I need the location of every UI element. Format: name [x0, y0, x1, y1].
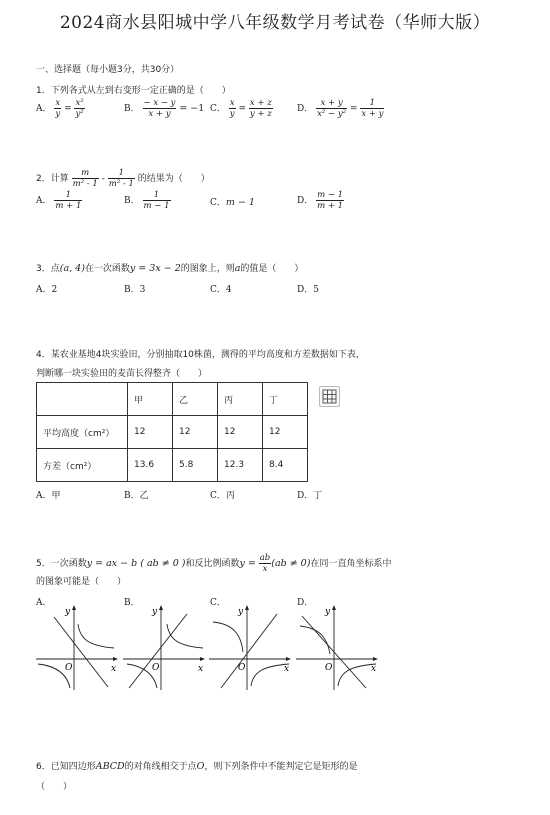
x-axis-label: x [371, 664, 377, 674]
graph-a[interactable] [34, 602, 119, 692]
q5-stem-line2: 的图象可能是（ ） [36, 577, 127, 587]
graph-c[interactable] [207, 602, 292, 692]
equals-sign: = [238, 104, 246, 114]
table-cell: 丁 [263, 383, 308, 416]
q1-stem: 1．下列各式从左到右变形一定正确的是（ ） [36, 86, 231, 96]
table-row [37, 416, 308, 449]
fraction: $\frac{\text{x²}}{\text{y²}}$ [75, 98, 84, 119]
fraction: $\frac{1}{x + y}$ [361, 98, 384, 119]
q1-option-c[interactable] [210, 98, 273, 119]
option-label: C． [210, 104, 226, 114]
q6-stem-line1: 6．已知四边形ABCD的对角线相交于点O，则下列条件中不能判定它是矩形的是 [36, 761, 358, 772]
q5-option-c[interactable]: C． [210, 598, 226, 608]
fraction: $\frac{1}{m + 1}$ [55, 190, 82, 211]
fraction: $\frac{1}{\text{m² - 1}}$ [108, 168, 134, 189]
option-label: A． [36, 104, 52, 114]
q1-option-a[interactable] [36, 98, 85, 119]
q4-stem-line1: 4．某农业基地4块实验田，分别抽取10株菌，测得的平均高度和方差数据如下表， [36, 350, 365, 360]
q3-option-c[interactable]: C．4 [210, 285, 232, 295]
q5-option-d[interactable]: D． [297, 598, 314, 608]
fraction: $\frac{1}{m - 1}$ [143, 190, 170, 211]
table-cell: 12 [263, 416, 308, 449]
page-title: 2024商水县阳城中学八年级数学月考试卷（华师大版） [59, 13, 491, 33]
fraction: $\frac{x + z}{y + z}$ [249, 98, 272, 119]
graph-d[interactable] [294, 602, 379, 692]
x-axis-label: x [198, 664, 204, 674]
q2-option-d[interactable]: D． $\frac{m - 1}{m + 1}$ [297, 190, 344, 211]
q5-option-b[interactable]: B． [124, 598, 140, 608]
q4-stem-line2: 判断哪一块实验田的麦苗长得整齐（ ） [36, 369, 208, 379]
linear-graph [221, 614, 277, 688]
y-axis-label: y [152, 607, 158, 617]
table-cell: 平均高度（cm²） [37, 416, 128, 449]
equation-tail: = −1 [179, 103, 205, 114]
fraction: $\frac{m - 1}{m + 1}$ [317, 190, 344, 211]
q2-option-b[interactable]: B． $\frac{1}{m - 1}$ [124, 190, 170, 211]
table-cell: 丙 [218, 383, 263, 416]
data-table [36, 382, 308, 482]
q3-option-b[interactable]: B．3 [124, 285, 146, 295]
origin-label: O [152, 663, 160, 673]
table-cell: 甲 [128, 383, 173, 416]
table-tool-icon[interactable] [319, 386, 340, 407]
q4-option-a[interactable]: A．甲 [36, 491, 61, 501]
q3-stem: 3．点(a, 4)在一次函数y = 3x − 2的图象上，则a的值是（ ） [36, 263, 304, 274]
table-cell: 12 [128, 416, 173, 449]
y-axis-label: y [238, 607, 244, 617]
q3-option-d[interactable]: D．5 [297, 285, 319, 295]
x-axis-label: x [111, 664, 117, 674]
option-label: B． [124, 104, 140, 114]
q2-option-a[interactable]: A． $\frac{1}{m + 1}$ [36, 190, 82, 211]
linear-graph [129, 614, 187, 688]
hyperbola-branch [213, 622, 243, 652]
q1-option-b[interactable] [124, 98, 204, 119]
table-cell: 乙 [173, 383, 218, 416]
table-cell: 12.3 [218, 449, 263, 482]
y-axis-label: y [325, 607, 331, 617]
table-cell: 12 [173, 416, 218, 449]
q4-option-d[interactable]: D．丁 [297, 491, 323, 501]
q2-option-c[interactable]: C．m − 1 [210, 197, 255, 208]
table-cell: 方差（cm²） [37, 449, 128, 482]
equals-sign: = [64, 104, 72, 114]
option-label: D． [297, 104, 314, 114]
q3-option-a[interactable]: A．2 [36, 285, 58, 295]
table-cell: 12 [218, 416, 263, 449]
origin-label: O [65, 663, 73, 673]
origin-label: O [325, 663, 333, 673]
table-header-row [37, 383, 308, 416]
graph-b[interactable] [121, 602, 206, 692]
section-heading: 一、选择题（每小题3分，共30分） [36, 65, 180, 75]
linear-graph [54, 617, 108, 687]
q4-option-b[interactable]: B．乙 [124, 491, 149, 501]
table-row [37, 449, 308, 482]
fraction: $\frac{x + y}{\text{x² − y²}}$ [317, 98, 347, 119]
y-axis-label: y [65, 607, 71, 617]
q5-stem-line1: 5．一次函数y = ax − b ( ab ≠ 0 )和反比例函数y = $\frac{ab}{x}$ (ab ≠ 0)在同一直角坐标系中 [36, 553, 392, 574]
q6-stem-line2: （ ） [36, 782, 73, 792]
fraction: $\frac{x}{y}$ [229, 98, 235, 119]
hyperbola-branch [167, 624, 203, 648]
fraction: $\frac{- x - y}{x + y}$ [143, 98, 176, 119]
table-cell: 13.6 [128, 449, 173, 482]
table-cell [37, 383, 128, 416]
table-cell: 5.8 [173, 449, 218, 482]
fraction: $\frac{m}{\text{m² - 1}}$ [72, 168, 98, 189]
fraction: $\frac{x}{y}$ [55, 98, 61, 119]
q5-option-a[interactable]: A． [36, 598, 52, 608]
fraction: $\frac{ab}{x}$ [259, 553, 271, 574]
table-cell: 8.4 [263, 449, 308, 482]
x-axis-label: x [284, 664, 290, 674]
q2-stem: 2．计算 $\frac{m}{\text{m² - 1}}$ - $\frac{1}{\text{m² - 1}}$ 的结果为（ ） [36, 168, 210, 189]
origin-label: O [238, 663, 246, 673]
hyperbola-branch [78, 624, 114, 648]
q1-option-d[interactable] [297, 98, 384, 119]
q4-option-c[interactable]: C．丙 [210, 491, 235, 501]
hyperbola-branch [300, 626, 330, 654]
equals-sign: = [349, 104, 358, 114]
